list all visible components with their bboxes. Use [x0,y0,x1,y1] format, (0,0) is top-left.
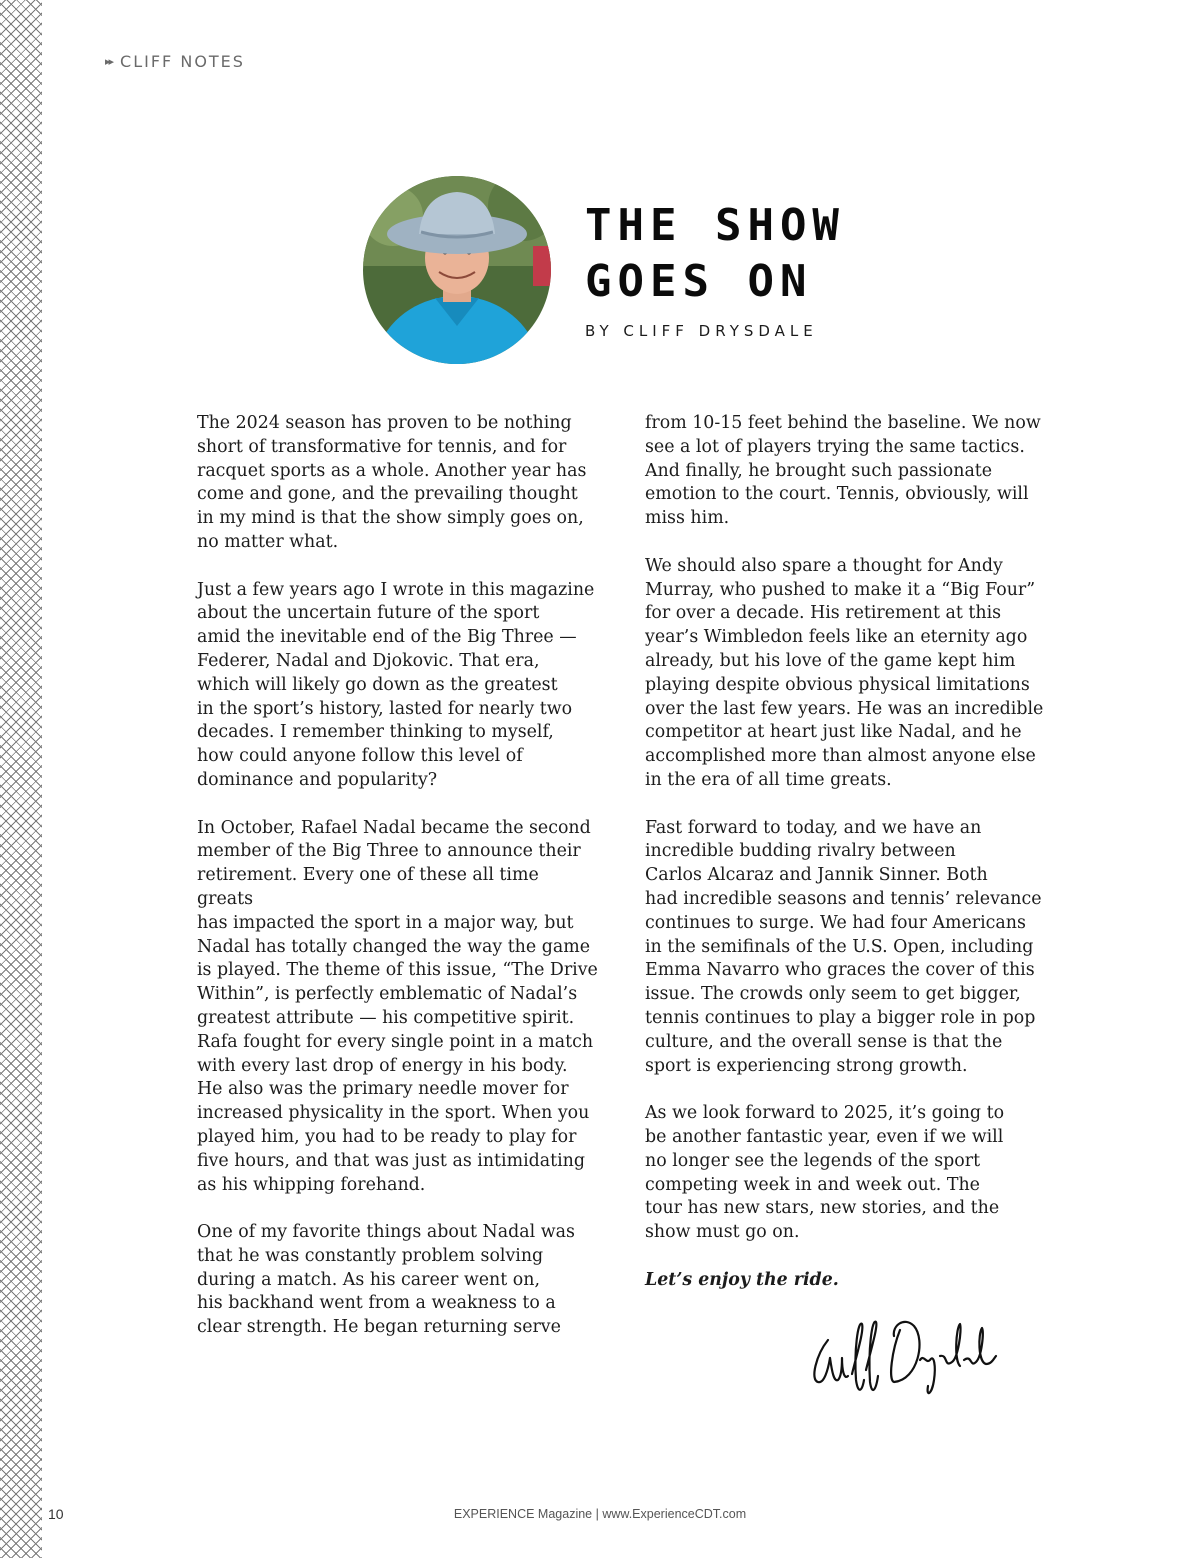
paragraph: As we look forward to 2025, it’s going to be another fantastic year, even if we will no longer see the legends of the sport competing week in and week out. The tour has new stars, new stories, and the show must go on. [645,1103,1005,1243]
paragraph: One of my favorite things about Nadal was that he was constantly problem solving during a match. As his career went on, his backhand went from a weakness to a clear strength. He began returning serve [197,1222,575,1338]
paragraph: Fast forward to today, and we have an incredible budding rivalry between Carlos Alcaraz and Jannik Sinner. Both had incredible seasons and tennis’ relevance continues to surge. We had four Americans in the semifinals of the U.S. Open, including Emma Navarro who graces the cover of this issue. The crowds only seem to get bigger, tennis continues to play a bigger role in pop culture, and the overall sense is that the sport is experiencing strong growth. [645,817,1042,1076]
page-number: 10 [48,1506,64,1522]
article-right-column [645,412,1045,1316]
paragraph: The 2024 season has proven to be nothing short of transformative for tennis, and for racquet sports as a whole. Another year has come and gone, and the prevailing thought in my mind is that the show simply goes on, no matter what. [197,413,587,552]
author-signature [808,1310,1008,1400]
paragraph: We should also spare a thought for Andy Murray, who pushed to make it a “Big Four” for over a decade. His retirement at this year’s Wimbledon feels like an eternity ago already, but his love of the game kept him playing despite obvious physical limitations over the last few years. He was an incredible competitor at heart just like Nadal, and he accomplished more than almost anyone else in the era of all time greats. [645,555,1044,790]
side-crosshatch-pattern [0,0,42,1558]
paragraph: Just a few years ago I wrote in this magazine about the uncertain future of the sport amid the inevitable end of the Big Three — Federer, Nadal and Djokovic. That era, which will likely go down as the greatest in the sport’s history, lasted for nearly two decades. I remember thinking to myself, how could anyone follow this level of dominance and popularity? [197,579,595,790]
article-byline: BY CLIFF DRYSDALE [585,322,818,340]
footer-text: EXPERIENCE Magazine | www.ExperienceCDT.com [453,1507,747,1521]
author-portrait-image [363,176,551,364]
article-title-line-1: THE SHOW [585,200,845,251]
double-arrow-icon: ▸▸ [105,55,113,68]
paragraph: In October, Rafael Nadal became the second member of the Big Three to announce their retirement. Every one of these all time greats has impacted the sport in a major way, but Nadal has totally changed the way the game is played. The theme of this issue, “The Drive Within”, is perfectly emblematic of Nadal’s greatest attribute — his competitive spirit. Rafa fought for every single point in a match with every last drop of energy in his body. He also was the primary needle mover for increased physicality in the sport. When you played him, you had to be ready to play for five hours, and that was just as intimidating as his whipping forehand. [197,817,598,1195]
closing-line: Let’s enjoy the ride. [645,1269,839,1290]
section-tag-label: CLIFF NOTES [120,52,245,71]
article-title [585,198,845,310]
signature-image [808,1310,1008,1400]
paragraph: from 10-15 feet behind the baseline. We now see a lot of players trying the same tactics. And finally, he brought such passionate emotion to the court. Tennis, obviously, will miss him. [645,413,1041,529]
article-title-line-2: GOES ON [585,256,813,307]
author-photo [363,176,551,364]
section-tag [105,52,245,71]
article-left-column [197,412,599,1364]
